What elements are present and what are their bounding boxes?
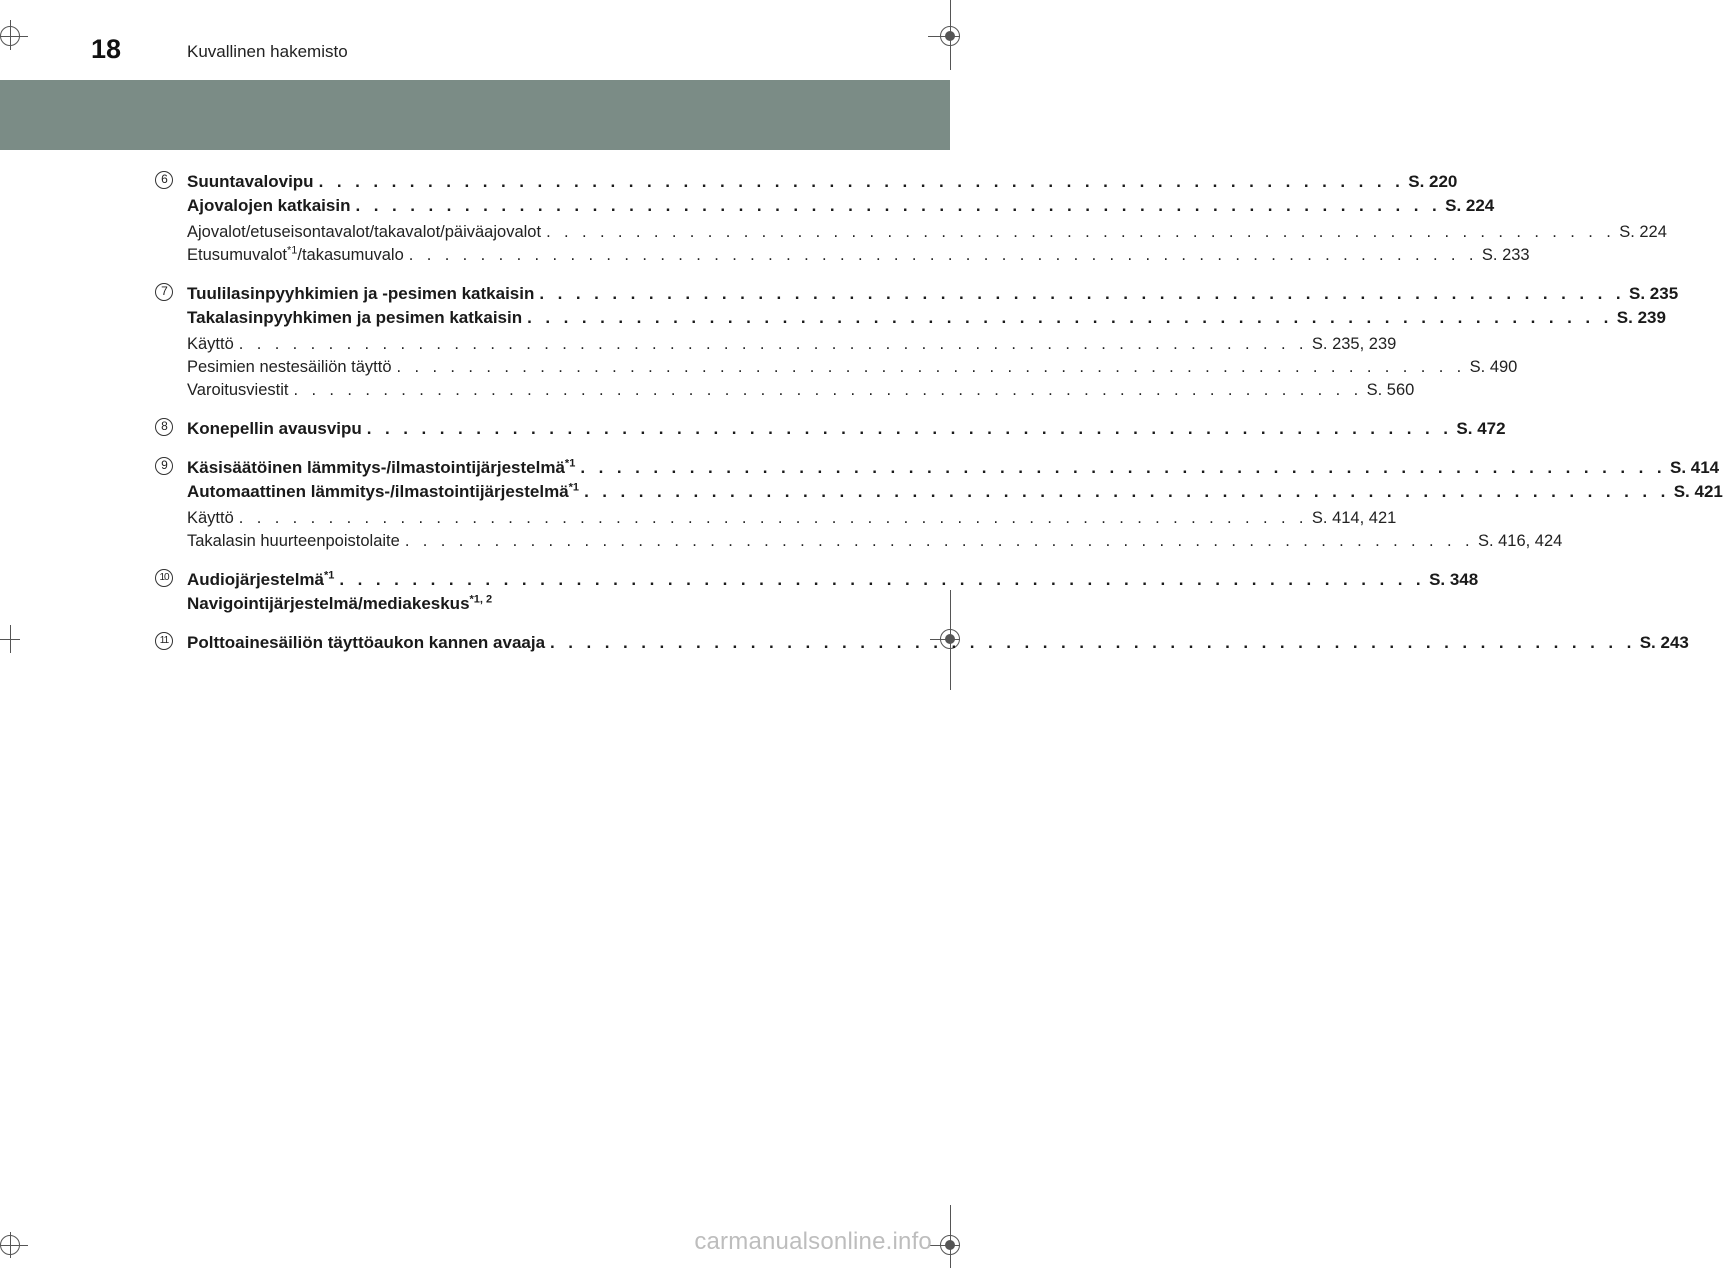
- index-group: [155, 282, 1679, 402]
- index-entry: [187, 306, 1666, 330]
- index-group: [155, 631, 1689, 655]
- entry-label-text: Takalasin huurteenpoistolaite: [187, 532, 400, 550]
- entry-label-text: Käyttö: [187, 335, 234, 353]
- dot-leader: . . . . . . . . . . . . . . . . . . . . . . . . . . . . . . . . . . . . . . . . . . . . . . . . . . . . . . . . . . . .: [238, 335, 1308, 353]
- dot-leader: . . . . . . . . . . . . . . . . . . . . . . . . . . . . . . . . . . . . . . . . . . . . . . . . . . . . . . . . . . . .: [580, 458, 1666, 477]
- page-reference[interactable]: S. 220: [1408, 172, 1458, 191]
- index-entry: [187, 282, 1679, 306]
- page-reference[interactable]: S. 243: [1639, 633, 1689, 652]
- entry-label-text: Audiojärjestelmä: [187, 570, 324, 589]
- entry-label: [187, 221, 541, 244]
- dot-leader: . . . . . . . . . . . . . . . . . . . . . . . . . . . . . . . . . . . . . . . . . . . . . . . . . . . . . . . . . . . .: [318, 172, 1405, 191]
- index-group: [155, 456, 1723, 553]
- entry-label-text: Polttoainesäiliön täyttöaukon kannen avaaja: [187, 633, 546, 652]
- entry-label: [187, 194, 350, 218]
- index-entry: [187, 480, 1723, 504]
- page-reference[interactable]: S. 414: [1669, 458, 1720, 477]
- index-entry: [187, 568, 1479, 592]
- dot-leader: . . . . . . . . . . . . . . . . . . . . . . . . . . . . . . . . . . . . . . . . . . . . . . . . . . . . . . . . . . . .: [584, 482, 1670, 501]
- dot-leader: . . . . . . . . . . . . . . . . . . . . . . . . . . . . . . . . . . . . . . . . . . . . . . . . . . . . . . . . . . . .: [366, 419, 1453, 438]
- index-subentry: [187, 379, 1415, 402]
- entry-label: [187, 631, 545, 655]
- entry-label: [187, 417, 362, 441]
- dot-leader: . . . . . . . . . . . . . . . . . . . . . . . . . . . . . . . . . . . . . . . . . . . . . . . . . . . . . . . . . . . .: [404, 532, 1474, 550]
- dot-leader: . . . . . . . . . . . . . . . . . . . . . . . . . . . . . . . . . . . . . . . . . . . . . . . . . . . . . . . . . . . .: [408, 246, 1478, 264]
- entry-label-text: Varoitusviestit: [187, 381, 289, 399]
- page-reference[interactable]: S. 416, 424: [1477, 532, 1563, 550]
- entry-label-text: Pesimien nestesäiliön täyttö: [187, 358, 392, 376]
- dot-leader: . . . . . . . . . . . . . . . . . . . . . . . . . . . . . . . . . . . . . . . . . . . . . . . . . . . . . . . . . . . .: [539, 284, 1626, 303]
- page-reference[interactable]: S. 472: [1456, 419, 1506, 438]
- entry-label-text: Suuntavalovipu: [187, 172, 314, 191]
- footnote-marker: *1, 2: [469, 593, 493, 606]
- entry-label: [187, 306, 522, 330]
- entry-label-text: Ajovalojen katkaisin: [187, 196, 351, 215]
- index-entry: [187, 194, 1495, 218]
- entry-label-text: Tuulilasinpyyhkimien ja -pesimen katkaisin: [187, 284, 535, 303]
- entry-label-text: Ajovalot/etuseisontavalot/takavalot/päiväajovalot: [187, 223, 542, 241]
- index-list: [155, 170, 1723, 670]
- dot-leader: . . . . . . . . . . . . . . . . . . . . . . . . . . . . . . . . . . . . . . . . . . . . . . . . . . . . . . . . . . . .: [527, 308, 1613, 327]
- dot-leader: . . . . . . . . . . . . . . . . . . . . . . . . . . . . . . . . . . . . . . . . . . . . . . . . . . . . . . . . . . . .: [546, 223, 1616, 241]
- entry-label: [187, 507, 234, 530]
- entry-label: [187, 170, 314, 194]
- footnote-marker: *1: [286, 244, 298, 257]
- footnote-marker: *1: [568, 481, 580, 494]
- entry-label-suffix: /takasumuvalo: [297, 246, 404, 264]
- index-subentry: [187, 221, 1667, 244]
- item-number-badge: 6: [155, 171, 173, 189]
- entry-label: [187, 592, 492, 616]
- index-subentry: [187, 507, 1397, 530]
- entry-label: [187, 480, 579, 504]
- page-reference[interactable]: S. 490: [1469, 358, 1518, 376]
- dot-leader: . . . . . . . . . . . . . . . . . . . . . . . . . . . . . . . . . . . . . . . . . . . . . . . . . . . . . . . . . . . .: [238, 509, 1308, 527]
- entry-label: [187, 282, 534, 306]
- page-reference[interactable]: S. 224: [1619, 223, 1667, 241]
- entry-label-text: Automaattinen lämmitys-/ilmastointijärjestelmä: [187, 482, 569, 501]
- index-entry: [187, 631, 1689, 655]
- dot-leader: . . . . . . . . . . . . . . . . . . . . . . . . . . . . . . . . . . . . . . . . . . . . . . . . . . . . . . . . . . . .: [293, 381, 1363, 399]
- index-group: [155, 568, 1479, 616]
- page-reference[interactable]: S. 235, 239: [1311, 335, 1397, 353]
- entry-label: [187, 530, 400, 553]
- entry-label-text: Etusumuvalot: [187, 246, 287, 264]
- dot-leader: . . . . . . . . . . . . . . . . . . . . . . . . . . . . . . . . . . . . . . . . . . . . . . . . . . . . . . . . . . . .: [550, 633, 1636, 652]
- page-reference[interactable]: S. 224: [1445, 196, 1495, 215]
- page-reference[interactable]: S. 235: [1629, 284, 1679, 303]
- page-reference[interactable]: S. 421: [1673, 482, 1723, 501]
- index-entry: [187, 456, 1720, 480]
- entry-label: [187, 333, 234, 356]
- item-number-badge: 11: [155, 632, 173, 650]
- entry-label: [187, 356, 392, 379]
- item-number-badge: 7: [155, 283, 173, 301]
- item-number-badge: 10: [155, 569, 173, 587]
- index-entry: [187, 592, 795, 616]
- index-subentry: [187, 333, 1397, 356]
- dot-leader: . . . . . . . . . . . . . . . . . . . . . . . . . . . . . . . . . . . . . . . . . . . . . . . . . . . . . . . . . . . .: [355, 196, 1442, 215]
- index-entry: [187, 417, 1506, 441]
- entry-label: [187, 456, 575, 480]
- index-subentry: [187, 244, 1530, 267]
- header-band: [0, 80, 950, 150]
- index-entry: [187, 170, 1458, 194]
- page-reference[interactable]: S. 560: [1366, 381, 1415, 399]
- page-number: 18: [91, 34, 122, 64]
- dot-leader: . . . . . . . . . . . . . . . . . . . . . . . . . . . . . . . . . . . . . . . . . . . . . . . . . . . . . . . . . . . .: [396, 358, 1466, 376]
- entry-label: [187, 244, 404, 267]
- page-reference[interactable]: S. 348: [1429, 570, 1479, 589]
- item-number-badge: 9: [155, 457, 173, 475]
- entry-label-text: Käsisäätöinen lämmitys-/ilmastointijärjestelmä: [187, 458, 565, 477]
- entry-label-text: Käyttö: [187, 509, 234, 527]
- dot-leader: . . . . . . . . . . . . . . . . . . . . . . . . . . . . . . . . . . . . . . . . . . . . . . . . . . . . . . . . . . . .: [339, 570, 1426, 589]
- page-reference[interactable]: S. 239: [1616, 308, 1666, 327]
- entry-label-text: Navigointijärjestelmä/mediakeskus: [187, 594, 470, 613]
- entry-label-text: Takalasinpyyhkimen ja pesimen katkaisin: [187, 308, 523, 327]
- index-subentry: [187, 530, 1563, 553]
- page-reference[interactable]: S. 414, 421: [1311, 509, 1397, 527]
- item-number-badge: 8: [155, 418, 173, 436]
- page-reference[interactable]: S. 233: [1481, 246, 1530, 264]
- watermark: carmanualsonline.info: [694, 1228, 932, 1255]
- index-group: [155, 417, 1506, 441]
- footnote-marker: *1: [564, 457, 576, 470]
- index-subentry: [187, 356, 1518, 379]
- entry-label: [187, 568, 334, 592]
- running-title: Kuvallinen hakemisto: [187, 42, 348, 61]
- entry-label-text: Konepellin avausvipu: [187, 419, 362, 438]
- index-group: [155, 170, 1667, 267]
- entry-label: [187, 379, 288, 402]
- footnote-marker: *1: [324, 569, 335, 582]
- page-header: [0, 0, 950, 80]
